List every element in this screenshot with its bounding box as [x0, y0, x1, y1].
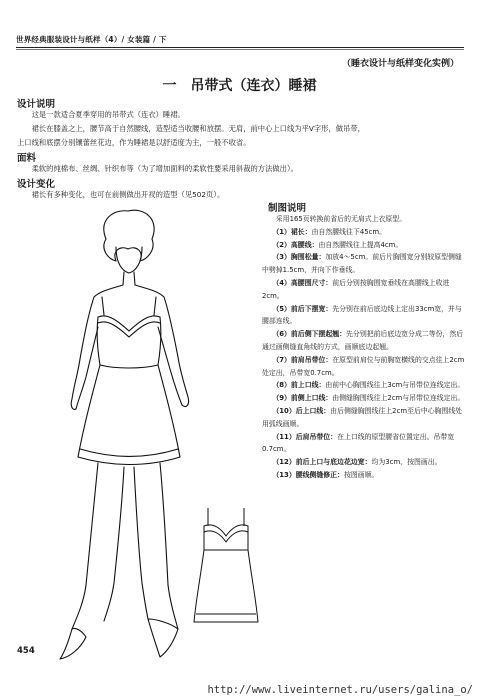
design-note-line-3: 上口线和底摆分别镶蕾丝花边，作为睡裙是以舒适度为主，一般不收省。 [17, 138, 251, 147]
drafting-item-13: （13）腰线侧缝修正：按图画顺。 [272, 470, 379, 479]
header-sub-rule [16, 49, 464, 50]
drafting-item-8: （8）前上口线：由前中心胸围线往上3cm与吊带位连线定出。 [272, 381, 465, 390]
series-label: （睡衣设计与纸样变化实例） [341, 59, 459, 69]
drafting-item-12: （12）前后上口与底边花边宽：均为3cm，按图画出。 [272, 458, 442, 467]
fabric-heading: 面料 [17, 153, 37, 164]
drafting-item-3: （3）胸围松量：加放4～5cm。前后片胸围宽分别较原型侧缝中劈掉1.5cm，并向下作垂线。 [262, 253, 462, 275]
drafting-item-2: （2）高腰线：由自然腰线往上提高4cm。 [272, 240, 403, 249]
drafting-heading: 制图说明 [268, 203, 307, 214]
drafting-notes [262, 213, 468, 482]
watermark-url: http://www.liveinternet.ru/users/galina_o/ [207, 684, 473, 696]
drafting-item-4: （4）高腰围尺寸：前后分别按胸围宽垂线在高腰线上收进2cm。 [262, 278, 450, 300]
drafting-item-9: （9）前侧上口线：由侧缝胸围线往上2cm与吊带位连线定出。 [272, 394, 465, 403]
design-note-line-1: 这是一款适合夏季穿用的吊带式（连衣）睡裙。 [31, 110, 185, 119]
drafting-item-7: （7）前肩吊带位：在原型前肩位与前胸宽横线的交点往上2cm处定出，吊带宽0.7cm。 [262, 355, 465, 377]
running-header: 世界经典服装设计与纸样（4）/ 女装篇 / 下 [16, 35, 167, 44]
drafting-item-1: （1）裙长：由自然腰线往下45cm。 [272, 227, 386, 236]
design-note-heading: 设计说明 [17, 99, 56, 110]
drafting-item-10: （10）后上口线：由后侧缝胸围线往上2cm至后中心胸围线处用弧线画顺。 [262, 406, 463, 428]
fabric-text: 柔软的纯棉布、丝绸、针织布等（为了增加面料的柔软性要采用斜裁的方法做出）。 [31, 164, 298, 173]
design-note-line-2: 裙长在膝盖之上，腰节高于自然腰线，造型适当收腰和放摆。无肩，前中心上口线为平V字形，做吊带， [31, 124, 365, 133]
main-title: 一 吊带式（连衣）睡裙 [162, 78, 317, 94]
drafting-item-11: （11）后肩吊带位：在上口线的原型腰省位置定出。吊带宽0.7cm。 [262, 432, 455, 454]
variation-heading: 设计变化 [17, 179, 56, 190]
header-rule [16, 47, 464, 48]
drafting-item-5: （5）前后下摆宽：先分别在前后底边线上定出33cm宽，并与腰部连线。 [262, 304, 462, 326]
flat-sketch-dress [194, 500, 258, 630]
variation-text: 裙长有多种变化，也可在前侧做出开衩的造型（见502页）。 [31, 190, 225, 199]
page-number: 454 [17, 646, 35, 656]
drafting-item-6: （6）前后侧下摆起翘：先分别把前后底边宽分成二等份，然后通过画侧缝直角线的方式，画顺底边起翘。 [262, 330, 464, 351]
drafting-intro: 采用165页转换前省后的无肩式上衣原型。 [275, 215, 407, 223]
